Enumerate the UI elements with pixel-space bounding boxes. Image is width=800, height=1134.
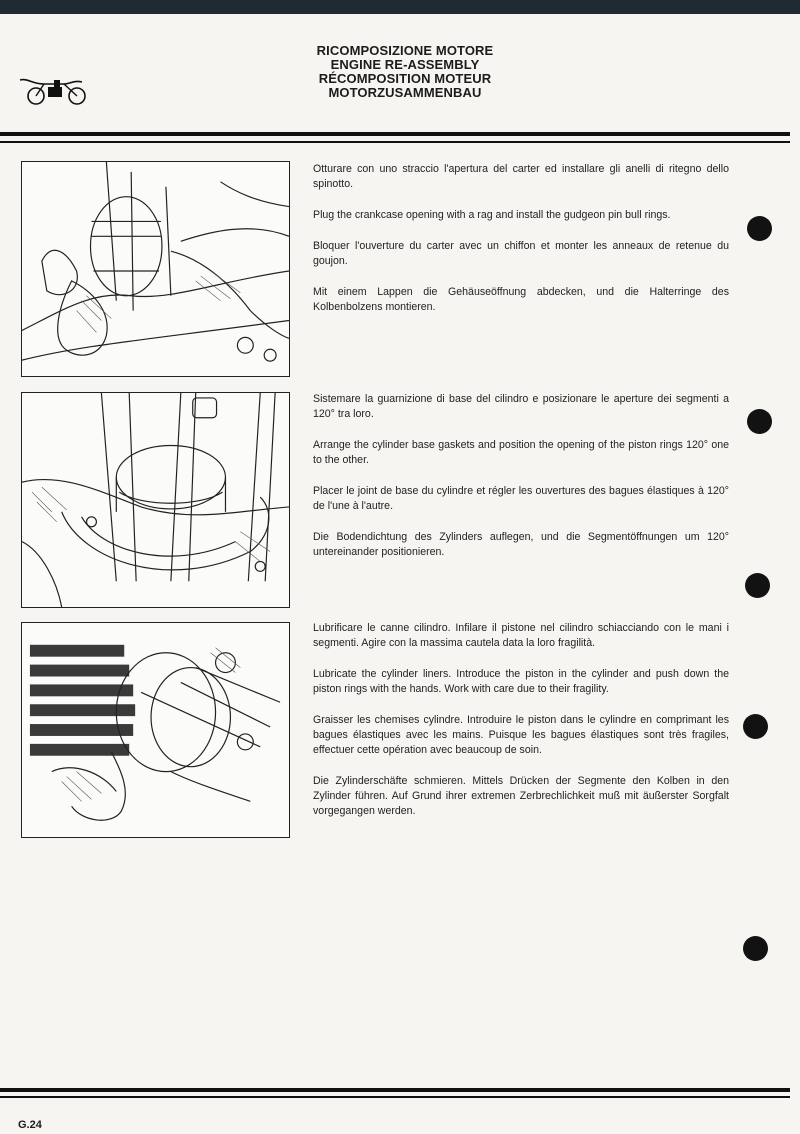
section-1-en: Plug the crankcase opening with a rag and install the gudgeon pin bull rings. bbox=[313, 209, 671, 221]
binder-hole bbox=[747, 409, 772, 434]
section-2-en: Arrange the cylinder base gaskets and position the opening of the piston rings 120° one to the other. bbox=[313, 439, 729, 466]
section-1-it: Otturare con uno straccio l'apertura del carter ed installare gli anelli di ritegno dello spinotto. bbox=[313, 163, 729, 190]
cylinder-base-gasket-illustration bbox=[21, 392, 290, 608]
section-2-de: Die Bodendichtung des Zylinders auflegen, und die Segmentöffnungen um 120° untereinander positionieren. bbox=[313, 531, 729, 558]
footer-rule-thin bbox=[0, 1096, 790, 1098]
title-fr: RÉCOMPOSITION MOTEUR bbox=[318, 71, 492, 86]
piston-gudgeon-pin-illustration bbox=[21, 161, 290, 377]
section-3-it: Lubrificare le canne cilindro. Infilare il pistone nel cilindro schiacciando con le mani i segmenti. Agire con la massima cautela data la loro fragilità. bbox=[313, 622, 729, 649]
binder-hole bbox=[747, 216, 772, 241]
motorcycle-engine-icon bbox=[14, 72, 94, 106]
section-1-text bbox=[313, 162, 729, 331]
section-3-text bbox=[313, 621, 729, 835]
page-number: G.24 bbox=[18, 1119, 42, 1131]
footer-rule-thick bbox=[0, 1088, 790, 1092]
section-2-text bbox=[313, 392, 729, 576]
section-1-de: Mit einem Lappen die Gehäuseöffnung abdecken, und die Halterringe des Kolbenbolzens montieren. bbox=[313, 286, 729, 313]
section-3-en: Lubricate the cylinder liners. Introduce the piston in the cylinder and push down the piston rings with the hands. Work with care due to their fragility. bbox=[313, 668, 729, 695]
section-2-fr: Placer le joint de base du cylindre et régler les ouvertures des bagues élastiques à 120° de l'une à l'autre. bbox=[313, 485, 729, 512]
header-rule-thin bbox=[0, 141, 790, 143]
section-1-fr: Bloquer l'ouverture du carter avec un chiffon et monter les anneaux de retenue du goujon. bbox=[313, 240, 729, 267]
header-rule-thick bbox=[0, 132, 790, 136]
cylinder-fitting-illustration bbox=[21, 622, 290, 838]
section-2-it: Sistemare la guarnizione di base del cilindro e posizionare le aperture dei segmenti a 120° tra loro. bbox=[313, 393, 729, 420]
title-en: ENGINE RE-ASSEMBLY bbox=[330, 57, 480, 72]
title-it: RICOMPOSIZIONE MOTORE bbox=[316, 43, 494, 58]
binder-hole bbox=[745, 573, 770, 598]
scan-top-edge bbox=[0, 0, 800, 14]
title-de: MOTORZUSAMMENBAU bbox=[328, 85, 482, 100]
section-3-de: Die Zylinderschäfte schmieren. Mittels Drücken der Segmente den Kolben in den Zylinder führen. Auf Grund ihrer extremen Zerbrechlichkeit muß mit äußerster Sorgfalt vorgegangen werden. bbox=[313, 775, 729, 817]
binder-hole bbox=[743, 936, 768, 961]
page-title bbox=[240, 44, 570, 100]
binder-hole bbox=[743, 714, 768, 739]
section-3-fr: Graisser les chemises cylindre. Introduire le piston dans le cylindre en comprimant les bagues élastiques avec les mains. Puisque les bagues élastiques sont très fragiles, effectuer cette opération avec beaucoup de soin. bbox=[313, 714, 729, 756]
